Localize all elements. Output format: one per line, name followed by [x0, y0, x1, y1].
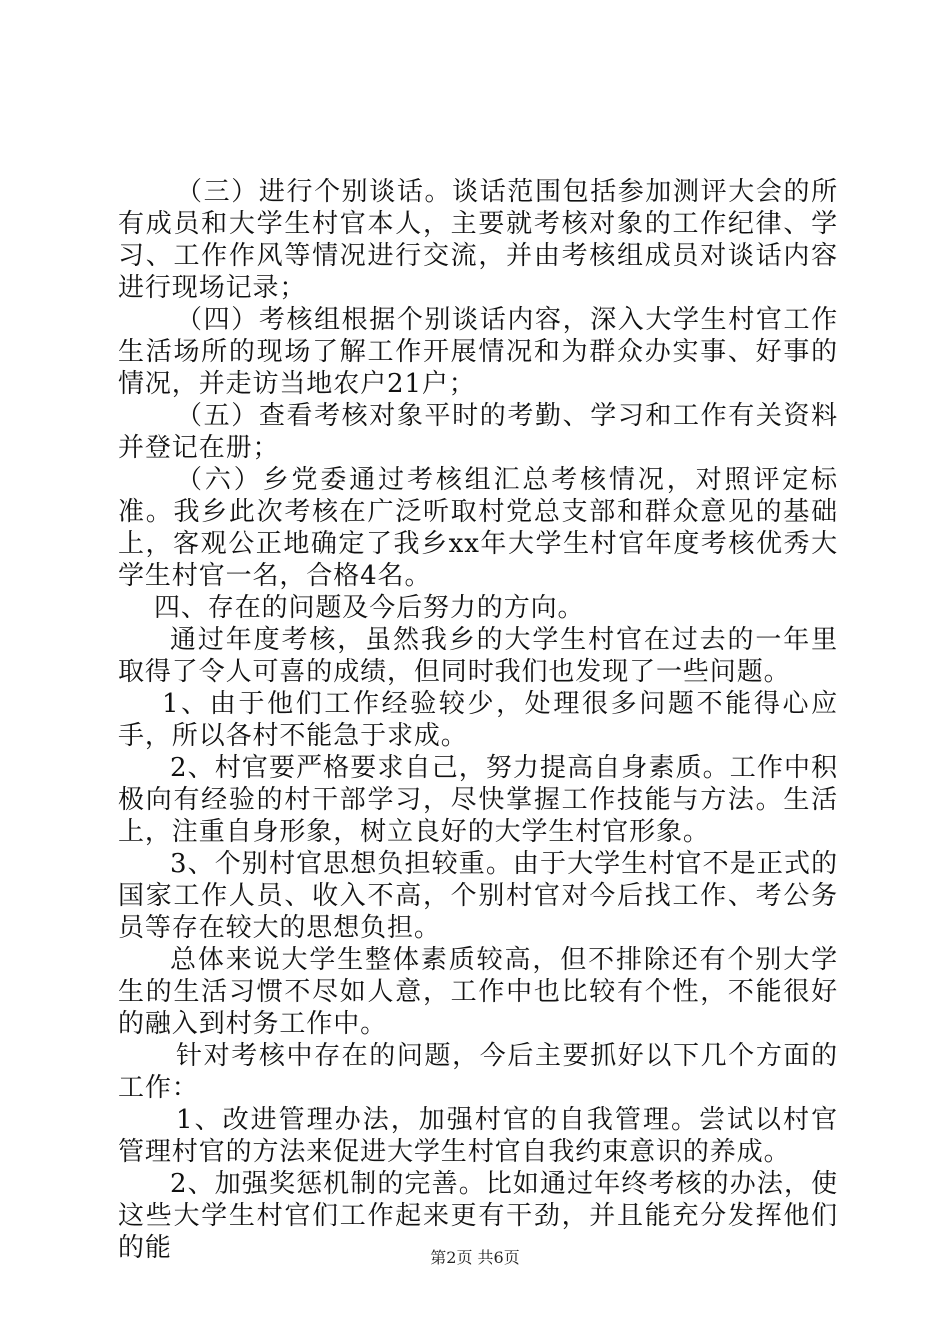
document-body: [118, 176, 838, 1264]
paragraph-future-work: 针对考核中存在的问题，今后主要抓好以下几个方面的工作：: [118, 1041, 838, 1103]
list-item-problem-3: 3、个别村官思想负担较重。由于大学生村官不是正式的国家工作人员、收入不高，个别村官对今后找工作、考公务员等存在较大的思想负担。: [118, 849, 838, 943]
paragraph-party-committee-summary: （六）乡党委通过考核组汇总考核情况，对照评定标准。我乡此次考核在广泛听取村党总支部和群众意见的基础上，客观公正地确定了我乡xx年大学生村官年度考核优秀大学生村官一名，合格4名。: [118, 465, 838, 591]
section-heading-problems: 四、存在的问题及今后努力的方向。: [154, 593, 585, 623]
list-item-problem-2: 2、村官要严格要求自己，努力提高自身素质。工作中积极向有经验的村干部学习，尽快掌握工作技能与方法。生活上，注重自身形象，树立良好的大学生村官形象。: [118, 753, 838, 847]
page-footer: 第2页 共6页: [430, 1248, 520, 1267]
list-item-problem-1: 1、由于他们工作经验较少，处理很多问题不能得心应手，所以各村不能急于求成。: [118, 689, 838, 751]
paragraph-overall: 总体来说大学生整体素质较高，但不排除还有个别大学生的生活习惯不尽如人意，工作中也比较有个性，不能很好的融入到村务工作中。: [118, 945, 838, 1039]
list-item-measure-2: 2、加强奖惩机制的完善。比如通过年终考核的办法，使这些大学生村官们工作起来更有干劲，并且能充分发挥他们的能: [118, 1169, 838, 1263]
paragraph-individual-talks: （三）进行个别谈话。谈话范围包括参加测评大会的所有成员和大学生村官本人，主要就考核对象的工作纪律、学习、工作作风等情况进行交流，并由考核组成员对谈话内容进行现场记录；: [118, 177, 838, 303]
paragraph-records-check: （五）查看考核对象平时的考勤、学习和工作有关资料并登记在册；: [118, 401, 838, 463]
paragraph-annual-review: 通过年度考核，虽然我乡的大学生村官在过去的一年里取得了令人可喜的成绩，但同时我们也发现了一些问题。: [118, 625, 838, 687]
list-item-measure-1: 1、改进管理办法，加强村官的自我管理。尝试以村官管理村官的方法来促进大学生村官自我约束意识的养成。: [118, 1105, 838, 1167]
paragraph-site-visit: （四）考核组根据个别谈话内容，深入大学生村官工作生活场所的现场了解工作开展情况和为群众办实事、好事的情况，并走访当地农户21户；: [118, 305, 838, 399]
